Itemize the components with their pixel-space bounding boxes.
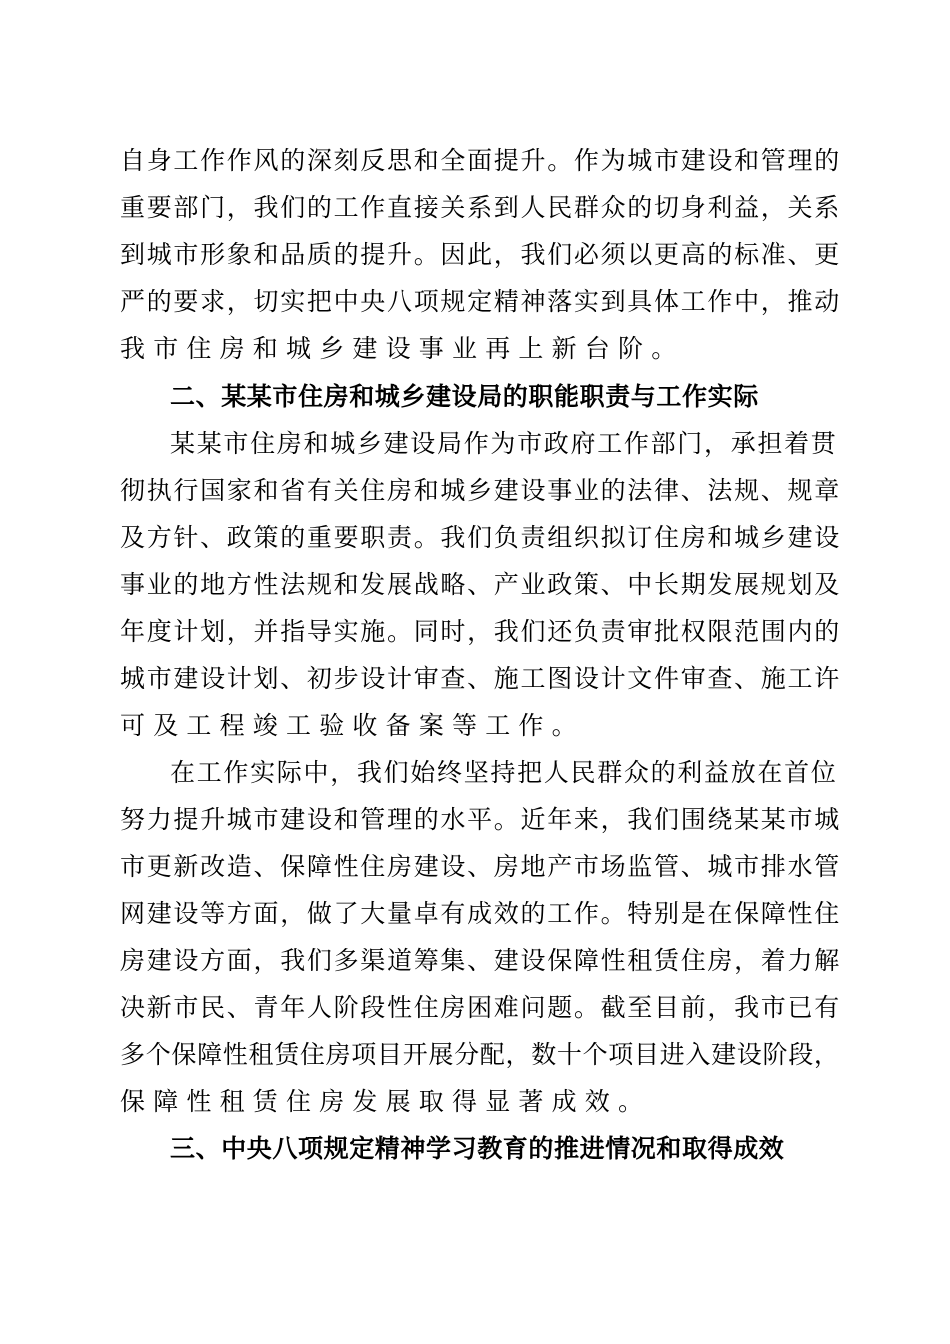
paragraph-3-line-7: 多个保障性租赁住房项目开展分配，数十个项目进入建设阶段， (120, 1040, 840, 1069)
paragraph-2-line-3: 及方针、政策的重要职责。我们负责组织拟订住房和城乡建设 (120, 523, 841, 552)
paragraph-3-line-5: 房建设方面，我们多渠道筹集、建设保障性租赁住房，着力解 (120, 946, 841, 975)
paragraph-1-line-1: 自身工作作风的深刻反思和全面提升。作为城市建设和管理的 (120, 146, 841, 175)
paragraph-2-line-1: 某某市住房和城乡建设局作为市政府工作部门，承担着贯 (170, 429, 838, 458)
paragraph-2-line-5: 年度计划，并指导实施。同时，我们还负责审批权限范围内的 (120, 617, 841, 646)
paragraph-3-line-1: 在工作实际中，我们始终坚持把人民群众的利益放在首位 (170, 758, 838, 787)
paragraph-3-line-8: 保障性租赁住房发展取得显著成效。 (120, 1087, 652, 1116)
section-heading-2: 二、某某市住房和城乡建设局的职能职责与工作实际 (170, 382, 759, 411)
paragraph-2-line-4: 事业的地方性法规和发展战略、产业政策、中长期发展规划及 (120, 570, 841, 599)
paragraph-3-line-4: 网建设等方面，做了大量卓有成效的工作。特别是在保障性住 (120, 899, 841, 928)
paragraph-1-line-4: 严的要求，切实把中央八项规定精神落实到具体工作中，推动 (120, 287, 841, 316)
paragraph-3-line-2: 努力提升城市建设和管理的水平。近年来，我们围绕某某市城 (120, 805, 841, 834)
paragraph-1-line-2: 重要部门，我们的工作直接关系到人民群众的切身利益，关系 (120, 193, 841, 222)
paragraph-1-line-3: 到城市形象和品质的提升。因此，我们必须以更高的标准、更 (120, 240, 841, 269)
paragraph-3-line-6: 决新市民、青年人阶段性住房困难问题。截至目前，我市已有 (120, 993, 841, 1022)
paragraph-2-line-6: 城市建设计划、初步设计审查、施工图设计文件审查、施工许 (120, 664, 841, 693)
paragraph-2-line-2: 彻执行国家和省有关住房和城乡建设事业的法律、法规、规章 (120, 476, 841, 505)
paragraph-2-line-7: 可及工程竣工验收备案等工作。 (120, 711, 585, 740)
section-heading-3: 三、中央八项规定精神学习教育的推进情况和取得成效 (170, 1134, 785, 1163)
paragraph-3-line-3: 市更新改造、保障性住房建设、房地产市场监管、城市排水管 (120, 852, 841, 881)
paragraph-1-line-5: 我市住房和城乡建设事业再上新台阶。 (120, 334, 685, 363)
